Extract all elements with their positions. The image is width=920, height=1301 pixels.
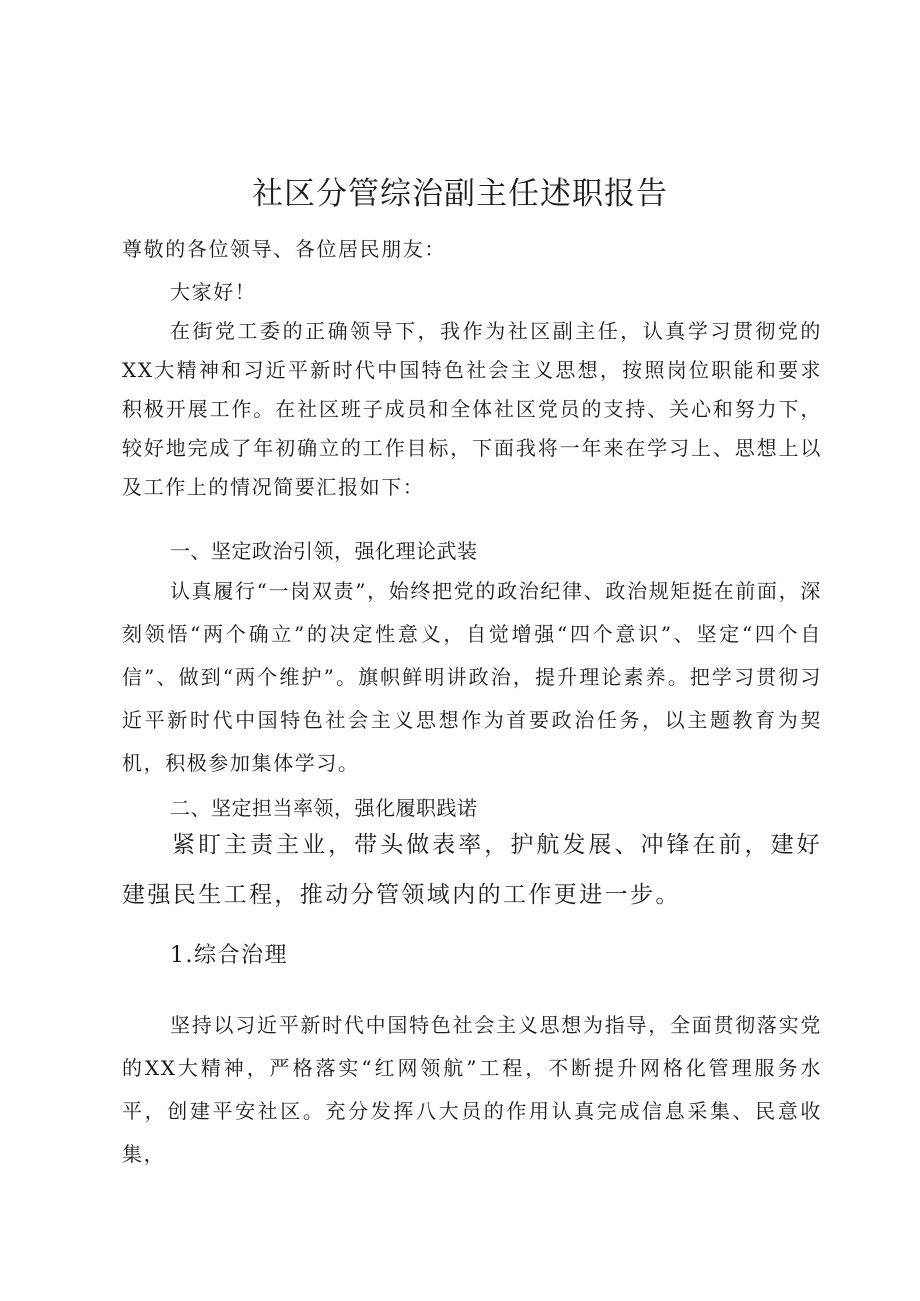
section-1-heading: 一、坚定政治引领，强化理论武装 [170, 539, 478, 563]
salutation: 尊敬的各位领导、各位居民朋友： [122, 237, 446, 261]
section-2-paragraph: 紧盯主责主业，带头做表率，护航发展、冲锋在前，建好建强民生工程，推动分管领域内的工作更进一步。 [122, 832, 822, 908]
section-1-paragraph: 认真履行“一岗双责”，始终把党的政治纪律、政治规矩挺在前面，深刻领悟“两个确立”的决定性意义，自觉增强“四个意识”、坚定“四个自信”、做到“两个维护”。旗帜鲜明讲政治，提升理论素养。把学习贯彻习近平新时代中国特色社会主义思想作为首要政治任务，以主题教育为契机，积极参加集体学习。 [122, 579, 822, 775]
greeting: 大家好！ [170, 280, 257, 304]
subsection-1-paragraph: 坚持以习近平新时代中国特色社会主义思想为指导，全面贯彻落实党的XX大精神，严格落实“红网领航”工程，不断提升网格化管理服务水平，创建平安社区。充分发挥八大员的作用认真完成信息采集、民意收集， [122, 1013, 822, 1166]
intro-paragraph: 在街党工委的正确领导下，我作为社区副主任，认真学习贯彻党的XX大精神和习近平新时代中国特色社会主义思想，按照岗位职能和要求积极开展工作。在社区班子成员和全体社区党员的支持、关心和努力下，较好地完成了年初确立的工作目标，下面我将一年来在学习上、思想上以及工作上的情况简要汇报如下： [122, 319, 822, 499]
section-2-heading: 二、坚定担当率领，强化履职践诺 [170, 796, 478, 820]
subsection-1-heading: 1.综合治理 [170, 943, 288, 968]
document-title: 社区分管综治副主任述职报告 [252, 176, 668, 212]
